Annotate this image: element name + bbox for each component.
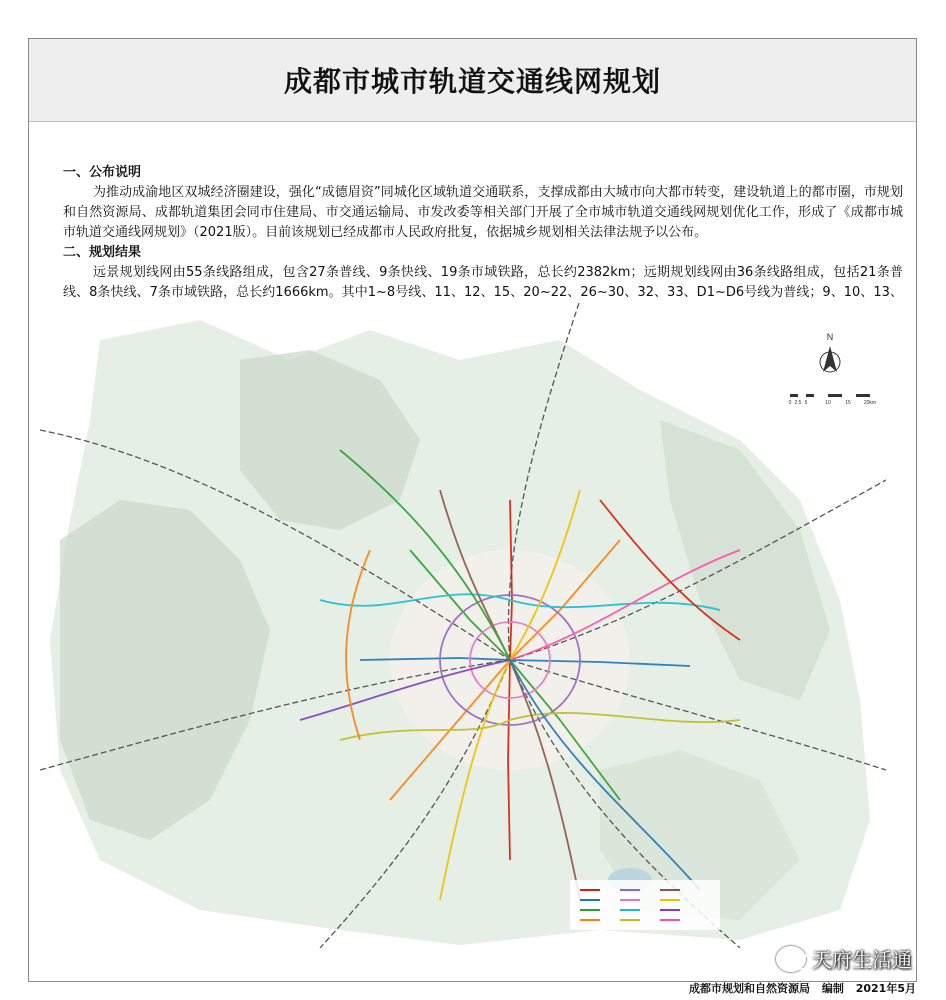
header-band — [29, 39, 916, 122]
scale-label: 10 — [825, 400, 831, 406]
section2-text: 远景规划线网由55条线路组成，包含27条普线、9条快线、19条市域铁路，总长约2382km；远期规划线网由36条线路组成，包括21条普线、8条快线、7条市域铁路，总长约1666km。其中1~8号线、11、12、15、20~22、26~30、32、33、D1~D6号线为普线；9、10、13、 — [63, 265, 903, 300]
footer-action: 编制 — [821, 982, 844, 995]
footer-date: 2021年5月 — [855, 982, 916, 995]
scale-label: 20km — [863, 400, 877, 406]
map-legend — [570, 880, 720, 930]
scale-label: 5 — [804, 400, 808, 406]
text-block — [63, 163, 903, 323]
watermark-text: 天府生活通 — [812, 948, 912, 972]
section1-text: 为推动成渝地区双城经济圈建设，强化“成德眉资”同城化区域轨道交通联系，支撑成都由大城市向大都市转变，建设轨道上的都市圈，市规划和自然资源局、成都轨道集团会同市住建局、市交通运输局、市发改委等相关部门开展了全市城市轨道交通线网规划优化工作，形成了《成都市城市轨道交通线网规划》（2021版）。目前该规划已经成都市人民政府批复，依据城乡规划相关法律法规予以公布。 — [63, 185, 903, 240]
page-title: 成都市城市轨道交通线网规划 — [283, 65, 661, 98]
scale-label: 0 — [788, 400, 792, 406]
section1-heading: 一、公布说明 — [63, 165, 142, 180]
scale-label: 2.5 — [794, 400, 802, 406]
scale-label: 15 — [845, 400, 851, 406]
footer — [681, 980, 916, 996]
section2-heading: 二、规划结果 — [63, 245, 142, 260]
rail-network-map — [40, 300, 886, 948]
watermark — [776, 944, 912, 973]
footer-issuer: 成都市规划和自然资源局 — [689, 982, 811, 995]
compass-label: N — [826, 332, 834, 342]
wechat-icon — [776, 946, 806, 972]
